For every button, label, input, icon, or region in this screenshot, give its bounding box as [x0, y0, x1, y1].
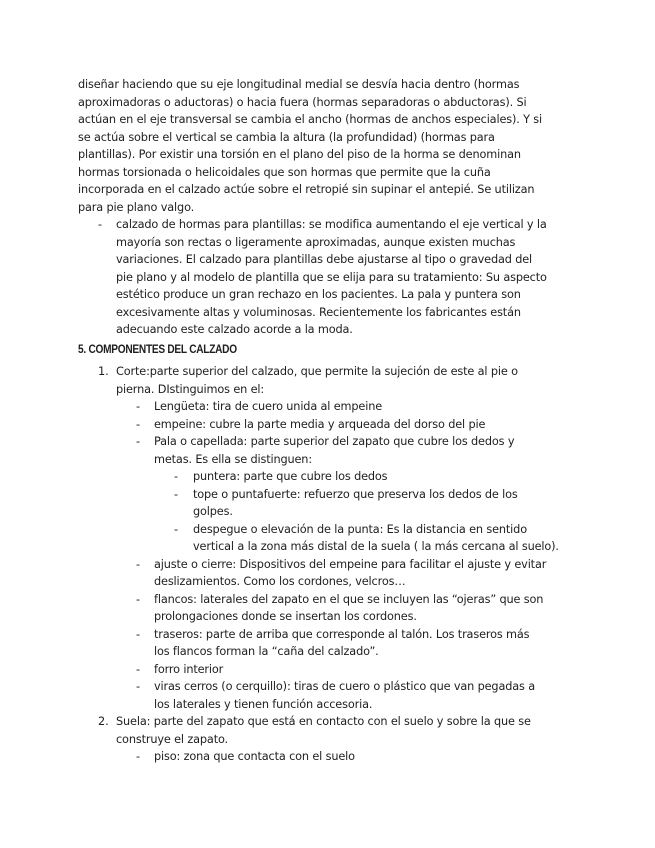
- paragraph-line: hormas torsionada o helicoidales que son hormas que permite que la cuña: [78, 165, 491, 179]
- paragraph-line: se actúa sobre el vertical se cambia la altura (la profundidad) (hormas para: [78, 130, 495, 144]
- paragraph-line: aproximadoras o aductoras) o hacia fuera (hormas separadoras o abductoras). Si: [78, 95, 527, 109]
- bullet-marker: -: [174, 470, 179, 483]
- subitem-line: flancos: laterales del zapato en el que se incluyen las “ojeras” que son: [154, 592, 544, 606]
- subitem-line: los laterales y tienen función accesoria.: [154, 697, 373, 711]
- list-number: 2.: [98, 715, 109, 728]
- section-heading: 5. COMPONENTES DEL CALZADO: [78, 344, 237, 356]
- subsubitem-line: despegue o elevación de la punta: Es la distancia en sentido: [193, 522, 527, 536]
- bullet-line: variaciones. El calzado para plantillas debe ajustarse al tipo o gravedad del: [116, 253, 533, 266]
- bullet-marker: -: [174, 487, 179, 501]
- bullet-marker: -: [136, 592, 141, 606]
- subitem-line: Pala o capellada: parte superior del zapato que cubre los dedos y: [154, 435, 515, 448]
- subitem-line: forro interior: [154, 662, 224, 676]
- bullet-marker: -: [136, 417, 141, 431]
- subitem-line: los flancos forman la “caña del calzado”.: [154, 645, 379, 658]
- subitem-line: traseros: parte de arriba que corresponde al talón. Los traseros más: [154, 627, 530, 641]
- subitem-line: ajuste o cierre: Dispositivos del empeine para facilitar el ajuste y evitar: [154, 557, 547, 571]
- paragraph-line: plantillas). Por existir una torsión en el plano del piso de la horma se denominan: [78, 148, 521, 161]
- list-item-line: pierna. DIstinguimos en el:: [116, 382, 265, 396]
- subsubitem-line: tope o puntafuerte: refuerzo que preserva los dedos de los: [193, 487, 518, 501]
- subitem-line: piso: zona que contacta con el suelo: [154, 750, 355, 763]
- subitem-line: deslizamientos. Como los cordones, velcros…: [154, 575, 406, 588]
- bullet-line: mayoría son rectas o ligeramente aproximadas, aunque existen muchas: [116, 235, 516, 249]
- subsubitem-line: vertical a la zona más distal de la suela ( la más cercana al suelo).: [193, 540, 559, 553]
- bullet-marker: -: [98, 218, 103, 231]
- bullet-marker: -: [136, 435, 141, 448]
- bullet-marker: -: [136, 662, 141, 676]
- bullet-line: calzado de hormas para plantillas: se modifica aumentando el eje vertical y la: [116, 218, 547, 231]
- list-item-line: Suela: parte del zapato que está en contacto con el suelo y sobre la que se: [116, 715, 531, 728]
- paragraph-line: diseñar haciendo que su eje longitudinal medial se desvía hacia dentro (hormas: [78, 78, 520, 91]
- bullet-line: pie plano y al modelo de plantilla que se elija para su tratamiento: Su aspecto: [116, 270, 547, 284]
- bullet-marker: -: [136, 750, 141, 763]
- paragraph-line: actúan en el eje transversal se cambia el ancho (hormas de anchos especiales). Y si: [78, 113, 543, 126]
- bullet-marker: -: [136, 627, 141, 641]
- bullet-marker: -: [174, 522, 179, 536]
- list-item-line: construye el zapato.: [116, 732, 228, 746]
- subitem-line: prolongaciones donde se insertan los cordones.: [154, 610, 417, 623]
- subsubitem-line: puntera: parte que cubre los dedos: [193, 470, 388, 483]
- subitem-line: viras cerros (o cerquillo): tiras de cuero o plástico que van pegadas a: [154, 680, 535, 693]
- bullet-line: excesivamente altas y voluminosas. Recientemente los fabricantes están: [116, 305, 521, 319]
- subsubitem-line: golpes.: [193, 505, 233, 518]
- subitem-line: empeine: cubre la parte media y arqueada del dorso del pie: [154, 417, 486, 431]
- paragraph-line: para pie plano valgo.: [78, 200, 195, 214]
- subitem-line: Lengüeta: tira de cuero unida al empeine: [154, 400, 383, 413]
- bullet-marker: -: [136, 557, 141, 571]
- bullet-marker: -: [136, 400, 141, 413]
- list-number: 1.: [98, 365, 109, 378]
- bullet-line: estético produce un gran rechazo en los pacientes. La pala y puntera son: [116, 288, 521, 301]
- list-item-line: Corte:parte superior del calzado, que permite la sujeción de este al pie o: [116, 365, 518, 378]
- bullet-marker: -: [136, 680, 141, 693]
- paragraph-line: incorporada en el calzado actúe sobre el retropié sin supinar el antepié. Se utilizan: [78, 183, 535, 196]
- subitem-line: metas. Es ella se distinguen:: [154, 452, 312, 466]
- bullet-line: adecuando este calzado acorde a la moda.: [116, 323, 353, 336]
